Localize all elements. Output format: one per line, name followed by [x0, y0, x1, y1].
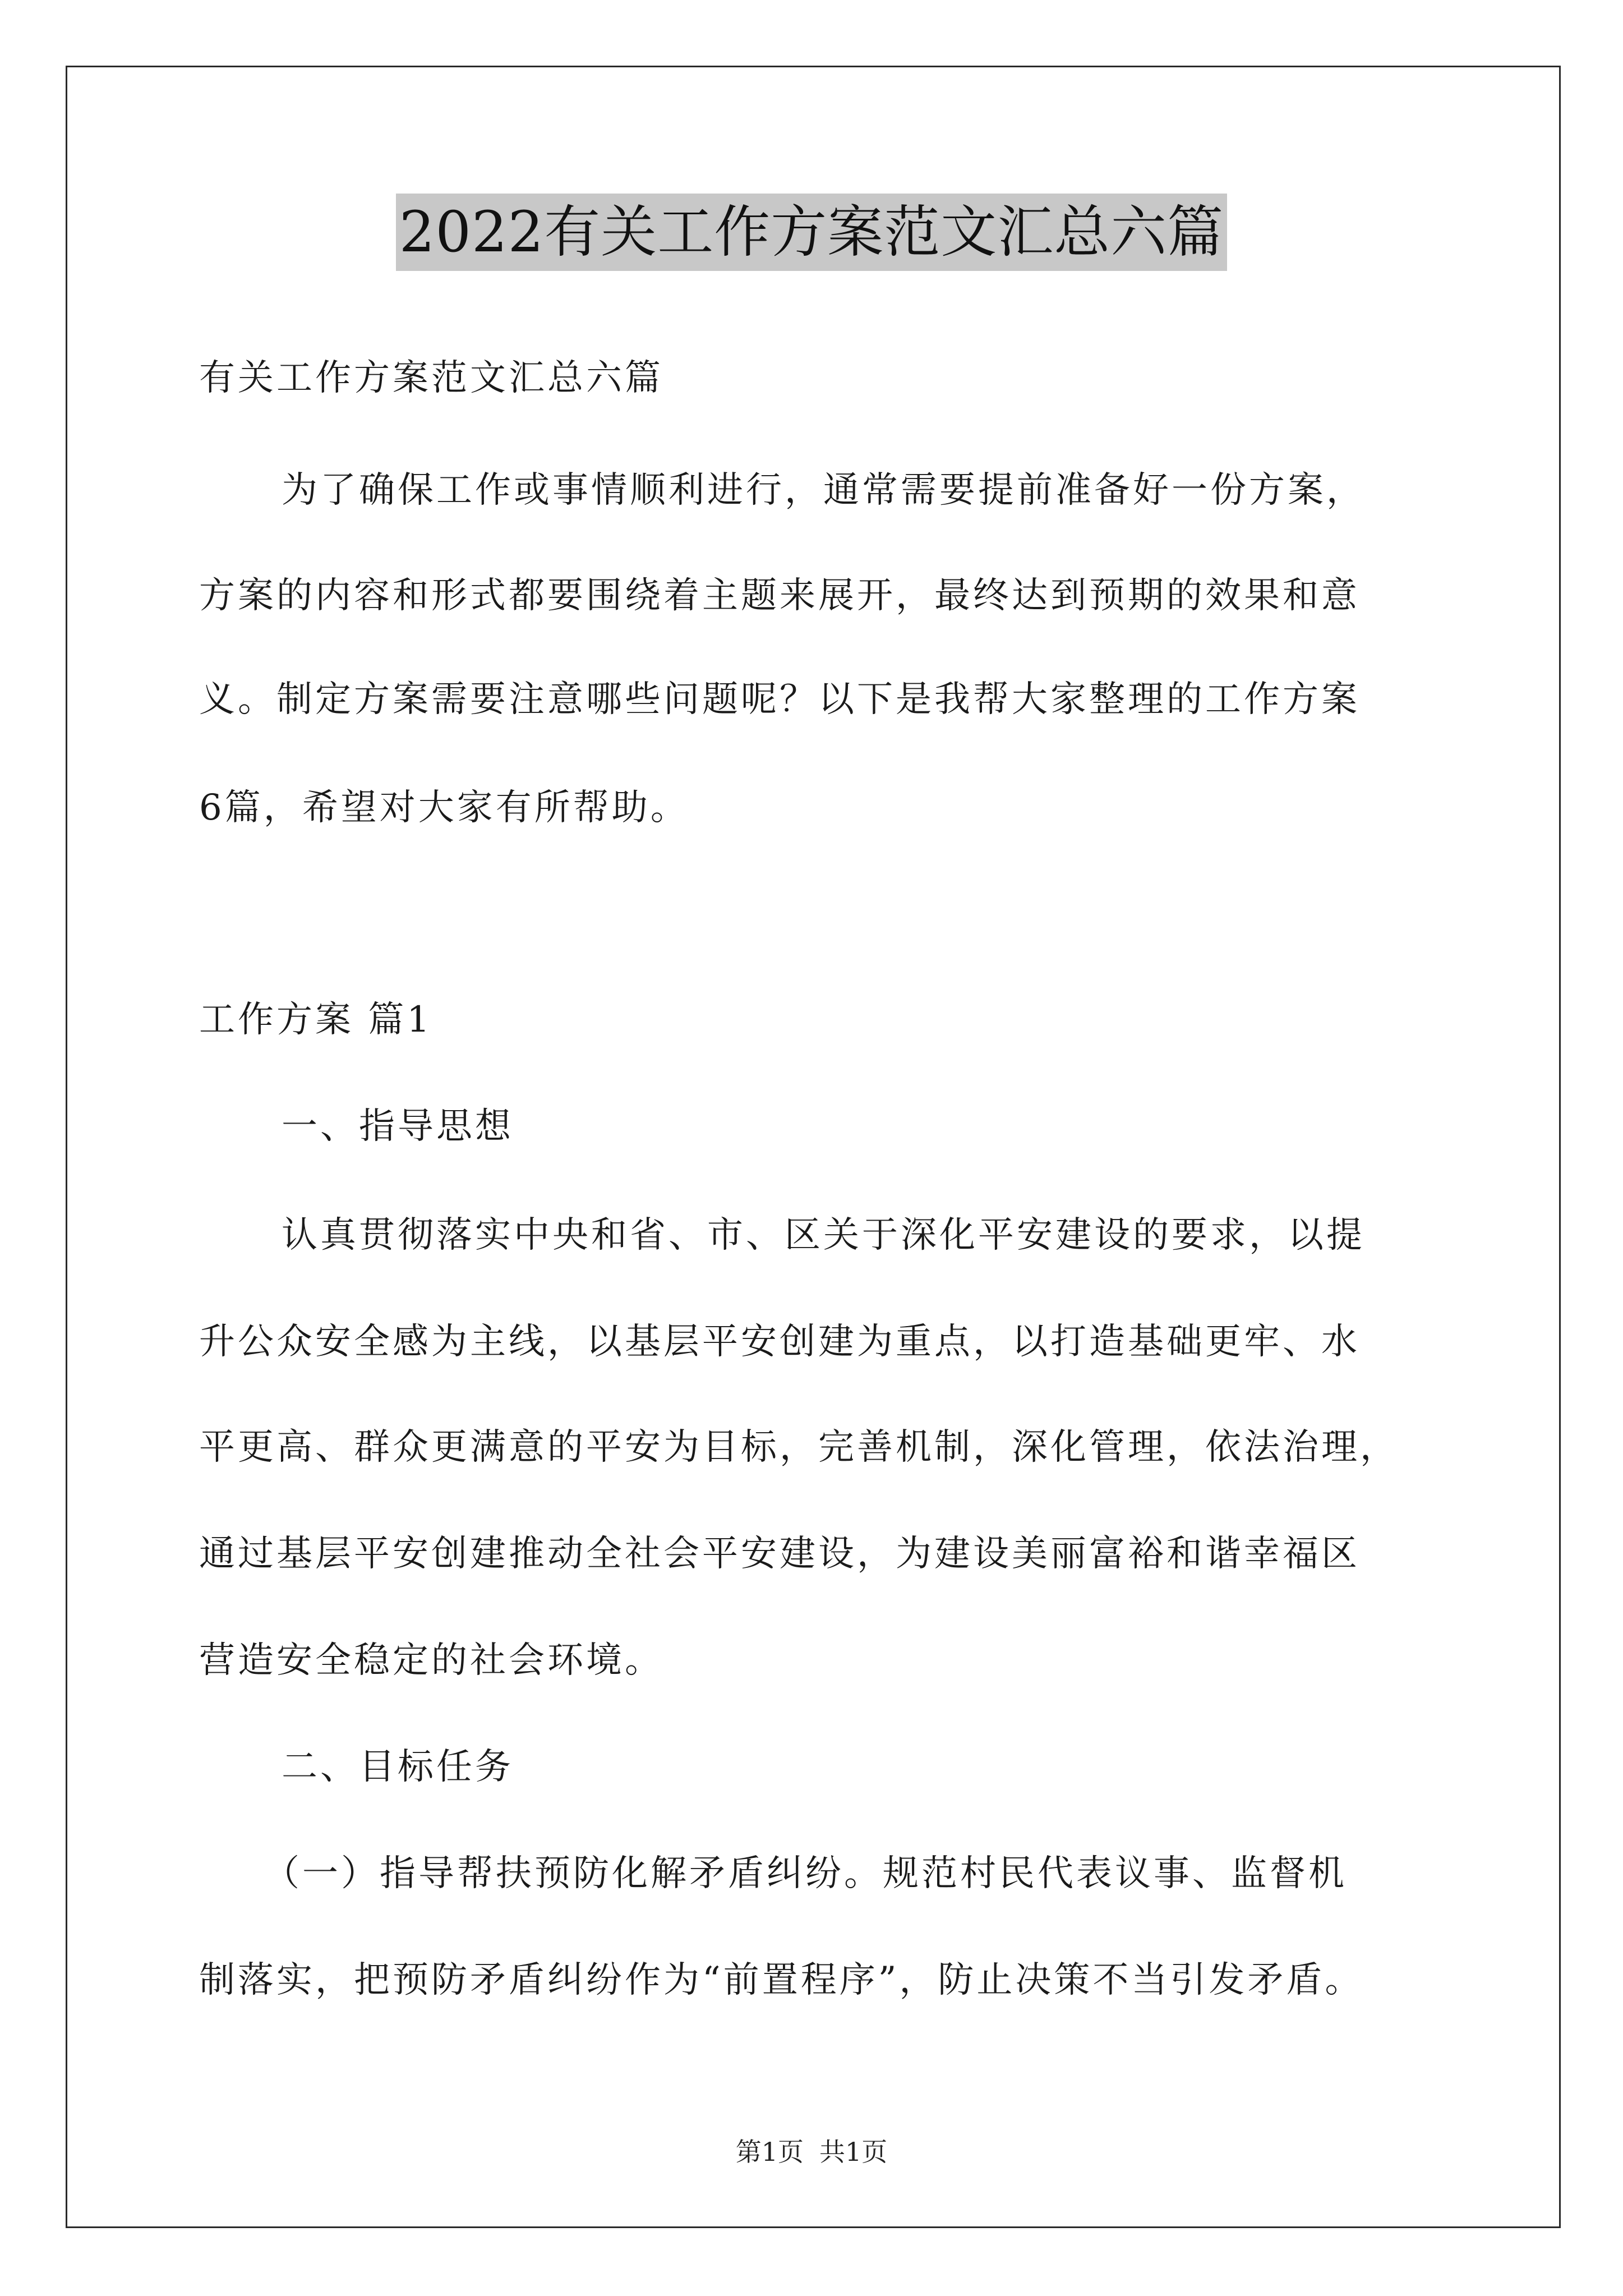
- part1-heading: 一、指导思想: [282, 1106, 514, 1147]
- part1-line-3: 平更高、群众更满意的平安为目标，完善机制，深化管理，依法治理，: [199, 1427, 1399, 1468]
- document-title: 2022有关工作方案范文汇总六篇: [396, 194, 1228, 271]
- part1-line-2: 升公众安全感为主线，以基层平安创建为重点，以打造基础更牢、水: [199, 1321, 1360, 1363]
- part2-line-1: （一）指导帮扶预防化解矛盾纠纷。规范村民代表议事、监督机: [264, 1853, 1347, 1894]
- part1-line-4: 通过基层平安创建推动全社会平安建设，为建设美丽富裕和谐幸福区: [199, 1533, 1360, 1575]
- document-subtitle: 有关工作方案范文汇总六篇: [199, 357, 663, 399]
- part2-heading: 二、目标任务: [282, 1746, 514, 1788]
- part1-line-1: 认真贯彻落实中央和省、市、区关于深化平安建设的要求，以提: [282, 1214, 1365, 1256]
- page-footer: [0, 2136, 1623, 2168]
- part1-line-5: 营造安全稳定的社会环境。: [199, 1640, 663, 1681]
- intro-line-2: 方案的内容和形式都要围绕着主题来展开，最终达到预期的效果和意: [199, 575, 1360, 616]
- page-total: 共1页: [819, 2137, 888, 2167]
- part2-line-2: 制落实，把预防矛盾纠纷作为“前置程序”，防止决策不当引发矛盾。: [199, 1959, 1364, 2001]
- section-heading: 工作方案 篇1: [199, 999, 433, 1041]
- page-number: 第1页: [735, 2137, 804, 2167]
- intro-line-4: 6篇，希望对大家有所帮助。: [199, 787, 689, 829]
- title-container: [0, 194, 1623, 271]
- intro-line-3: 义。制定方案需要注意哪些问题呢？以下是我帮大家整理的工作方案: [199, 679, 1360, 720]
- intro-line-1: 为了确保工作或事情顺利进行，通常需要提前准备好一份方案，: [282, 470, 1365, 511]
